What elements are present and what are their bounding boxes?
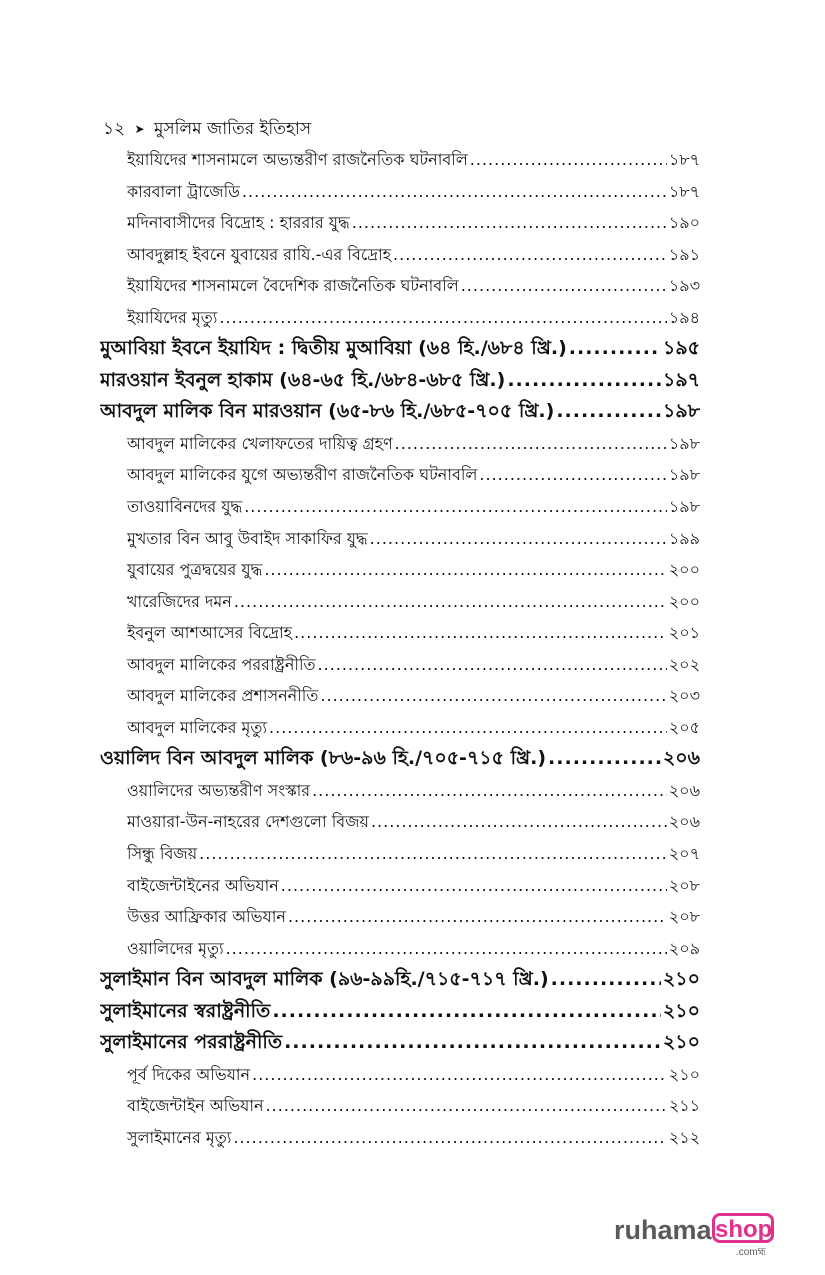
toc-leader-dots bbox=[242, 176, 667, 208]
toc-entry-title: ইয়াযিদের মৃত্যু bbox=[127, 307, 218, 327]
toc-entry-page: ১৯৫ bbox=[663, 337, 700, 360]
toc-entry-page: ২০২ bbox=[668, 654, 700, 674]
toc-entry-title: আবদুল্লাহ ইবনে যুবায়ের রাযি.-এর বিদ্রোহ bbox=[127, 244, 392, 264]
toc-entry-page: ২০০ bbox=[668, 591, 700, 611]
toc-leader-dots bbox=[288, 901, 667, 933]
toc-entry-page: ২০৫ bbox=[668, 717, 700, 737]
toc-entry-title: সুলাইমানের পররাষ্ট্রনীতি bbox=[100, 1031, 283, 1054]
toc-leader-dots bbox=[569, 333, 661, 365]
toc-entry bbox=[100, 396, 700, 428]
toc-entry bbox=[100, 586, 700, 618]
toc-entry bbox=[100, 617, 700, 649]
toc-entry-title: মদিনাবাসীদের বিদ্রোহ : হাররার যুদ্ধ bbox=[127, 213, 350, 233]
toc-entry bbox=[100, 1122, 700, 1154]
toc-entry-page: ২০১ bbox=[668, 623, 700, 643]
toc-leader-dots bbox=[507, 365, 661, 397]
toc-leader-dots bbox=[226, 933, 667, 965]
toc-entry bbox=[100, 207, 700, 239]
toc-entry-title: ওয়ালিদের মৃত্যু bbox=[127, 938, 224, 958]
toc-entry-page: ১৯১ bbox=[668, 244, 700, 264]
toc-entry-page: ১৯৩ bbox=[668, 276, 700, 296]
logo-brand-text: ruhama bbox=[614, 1215, 712, 1245]
toc-leader-dots bbox=[281, 870, 667, 902]
toc-entry bbox=[100, 870, 700, 902]
toc-leader-dots bbox=[470, 144, 667, 176]
toc-entry-page: ১৯০ bbox=[668, 213, 700, 233]
toc-entry-title: সিন্ধু বিজয় bbox=[127, 844, 198, 864]
toc-entry bbox=[100, 680, 700, 712]
toc-entry-page: ২০৩ bbox=[668, 686, 700, 706]
toc-entry bbox=[100, 1059, 700, 1091]
toc-entry-title: কারবালা ট্রাজেডি bbox=[127, 181, 240, 201]
logo-shop-text: shop bbox=[712, 1213, 774, 1243]
toc-leader-dots bbox=[551, 964, 661, 996]
toc-entry-page: ১৯৮ bbox=[668, 497, 700, 517]
toc-entry bbox=[100, 901, 700, 933]
toc-leader-dots bbox=[266, 1090, 667, 1122]
toc-leader-dots bbox=[294, 617, 667, 649]
toc-entry bbox=[100, 365, 700, 397]
toc-entry-title: মুখতার বিন আবু উবাইদ সাকাফির যুদ্ধ bbox=[127, 528, 368, 548]
toc-entry-title: খারেজিদের দমন bbox=[127, 591, 232, 611]
toc-entry-title: ওয়ালিদ বিন আবদুল মালিক (৮৬-৯৬ হি./৭০৫-৭১৫ খ্রি.) bbox=[100, 747, 547, 770]
toc-leader-dots bbox=[318, 649, 667, 681]
toc-entry-page: ২০৬ bbox=[668, 780, 700, 800]
toc-entry bbox=[100, 649, 700, 681]
toc-entry-title: আবদুল মালিকের প্রশাসননীতি bbox=[127, 686, 319, 706]
toc-entry-page: ২১০ bbox=[662, 1031, 700, 1054]
toc-entry-title: আবদুল মালিকের মৃত্যু bbox=[127, 717, 268, 737]
toc-entry-page: ২০৭ bbox=[668, 844, 700, 864]
toc-entry-page: ১৯৪ bbox=[668, 307, 700, 327]
toc-entry-title: সুলাইমানের মৃত্যু bbox=[127, 1127, 232, 1147]
toc-entry-page: ২১০ bbox=[662, 968, 700, 991]
toc-entry bbox=[100, 1027, 700, 1059]
toc-entry bbox=[100, 239, 700, 271]
toc-entry-page: ২০৬ bbox=[662, 747, 700, 770]
toc-leader-dots bbox=[234, 586, 667, 618]
toc-entry-page: ১৯৯ bbox=[668, 528, 700, 548]
ruhamashop-logo bbox=[614, 1213, 784, 1261]
toc-leader-dots bbox=[371, 806, 667, 838]
toc-entry-page: ১৯৮ bbox=[668, 433, 700, 453]
toc-leader-dots bbox=[252, 1059, 667, 1091]
toc-entry-title: তাওয়াবিনদের যুদ্ধ bbox=[127, 497, 243, 517]
toc-leader-dots bbox=[272, 996, 661, 1028]
toc-entry-title: বাইজেন্টাইন অভিযান bbox=[127, 1096, 264, 1116]
toc-entry bbox=[100, 996, 700, 1028]
toc-leader-dots bbox=[548, 743, 661, 775]
toc-entry bbox=[100, 523, 700, 555]
toc-entry-page: ২১১ bbox=[668, 1096, 700, 1116]
toc-entry-page: ২০৬ bbox=[668, 812, 700, 832]
toc-entry bbox=[100, 144, 700, 176]
toc-leader-dots bbox=[320, 680, 666, 712]
toc-entry-title: সুলাইমানের স্বরাষ্ট্রনীতি bbox=[100, 999, 271, 1022]
toc-leader-dots bbox=[244, 491, 667, 523]
toc-entry-title: আবদুল মালিক বিন মারওয়ান (৬৫-৮৬ হি./৬৮৫-৭০৫ খ্রি.) bbox=[100, 400, 555, 423]
toc-entry bbox=[100, 333, 700, 365]
toc-leader-dots bbox=[352, 207, 667, 239]
toc-leader-dots bbox=[461, 270, 667, 302]
toc-entry-page: ২০০ bbox=[668, 560, 700, 580]
toc-entry-title: ইয়াযিদের শাসনামলে অভ্যন্তরীণ রাজনৈতিক ঘটনাবলি bbox=[127, 150, 468, 169]
toc-entry-title: মুআবিয়া ইবনে ইয়াযিদ : দ্বিতীয় মুআবিয়া (৬৪ হি./৬৮৪ খ্রি.) bbox=[100, 337, 567, 360]
toc-entry bbox=[100, 838, 700, 870]
toc-leader-dots bbox=[395, 428, 667, 460]
toc-entry bbox=[100, 428, 700, 460]
toc-leader-dots bbox=[370, 523, 667, 555]
toc-leader-dots bbox=[556, 396, 661, 428]
arrow-right-icon: ➤ bbox=[134, 122, 145, 136]
table-of-contents bbox=[100, 144, 700, 1154]
toc-entry-title: যুবায়ের পুত্রদ্বয়ের যুদ্ধ bbox=[127, 560, 263, 580]
toc-entry bbox=[100, 491, 700, 523]
toc-entry-page: ১৮৭ bbox=[668, 150, 700, 169]
toc-entry-title: মারওয়ান ইবনুল হাকাম (৬৪-৬৫ হি./৬৮৪-৬৮৫ খ্রি.) bbox=[100, 368, 506, 391]
toc-entry-title: ইয়াযিদের শাসনামলে বৈদেশিক রাজনৈতিক ঘটনাবলি bbox=[127, 276, 459, 296]
page-header bbox=[103, 116, 311, 144]
toc-leader-dots bbox=[219, 302, 666, 334]
toc-entry bbox=[100, 806, 700, 838]
toc-entry-title: মাওয়ারা-উন-নাহরের দেশগুলো বিজয় bbox=[127, 812, 369, 832]
page-number: ১২ bbox=[103, 119, 126, 139]
toc-entry bbox=[100, 933, 700, 965]
toc-entry-title: আবদুল মালিকের খেলাফতের দায়িত্ব গ্রহণ bbox=[127, 433, 393, 453]
toc-entry-title: সুলাইমান বিন আবদুল মালিক (৯৬-৯৯হি./৭১৫-৭১৭ খ্রি.) bbox=[100, 968, 549, 991]
toc-entry-page: ২০৮ bbox=[668, 875, 700, 895]
toc-entry-title: ইবনুল আশআসের বিদ্রোহ bbox=[127, 623, 293, 643]
toc-leader-dots bbox=[284, 1027, 661, 1059]
logo-domain-text: .comহ্ম bbox=[736, 1247, 766, 1258]
book-title: মুসলিম জাতির ইতিহাস bbox=[153, 119, 312, 139]
toc-entry-page: ২০৮ bbox=[668, 907, 700, 927]
toc-entry-page: ২১০ bbox=[668, 1064, 700, 1084]
toc-entry-page: ২১২ bbox=[668, 1127, 700, 1147]
toc-entry bbox=[100, 775, 700, 807]
toc-entry bbox=[100, 176, 700, 208]
toc-entry bbox=[100, 964, 700, 996]
toc-leader-dots bbox=[393, 239, 667, 271]
toc-entry-page: ১৯৮ bbox=[668, 465, 700, 485]
toc-entry bbox=[100, 302, 700, 334]
toc-entry-title: আবদুল মালিকের যুগে অভ্যন্তরীণ রাজনৈতিক ঘটনাবলি bbox=[127, 465, 478, 485]
toc-entry-title: পূর্ব দিকের অভিযান bbox=[127, 1064, 251, 1084]
toc-entry bbox=[100, 554, 700, 586]
toc-leader-dots bbox=[233, 1122, 666, 1154]
toc-entry bbox=[100, 743, 700, 775]
toc-leader-dots bbox=[264, 554, 666, 586]
toc-entry-page: ১৯৮ bbox=[663, 400, 700, 423]
toc-entry-page: ২০৯ bbox=[668, 938, 700, 958]
toc-entry bbox=[100, 1090, 700, 1122]
toc-leader-dots bbox=[479, 459, 666, 491]
toc-entry-title: আবদুল মালিকের পররাষ্ট্রনীতি bbox=[127, 654, 316, 674]
toc-entry bbox=[100, 459, 700, 491]
toc-entry-page: ১৮৭ bbox=[668, 181, 700, 201]
toc-leader-dots bbox=[269, 712, 667, 744]
toc-leader-dots bbox=[312, 775, 667, 807]
toc-leader-dots bbox=[199, 838, 667, 870]
toc-entry bbox=[100, 712, 700, 744]
toc-entry-title: ওয়ালিদের অভ্যন্তরীণ সংস্কার bbox=[127, 780, 311, 800]
toc-entry bbox=[100, 270, 700, 302]
toc-entry-page: ২১০ bbox=[662, 999, 700, 1022]
toc-entry-title: বাইজেন্টাইনের অভিযান bbox=[127, 875, 279, 895]
toc-entry-title: উত্তর আফ্রিকার অভিযান bbox=[127, 907, 286, 927]
toc-entry-page: ১৯৭ bbox=[662, 368, 700, 391]
